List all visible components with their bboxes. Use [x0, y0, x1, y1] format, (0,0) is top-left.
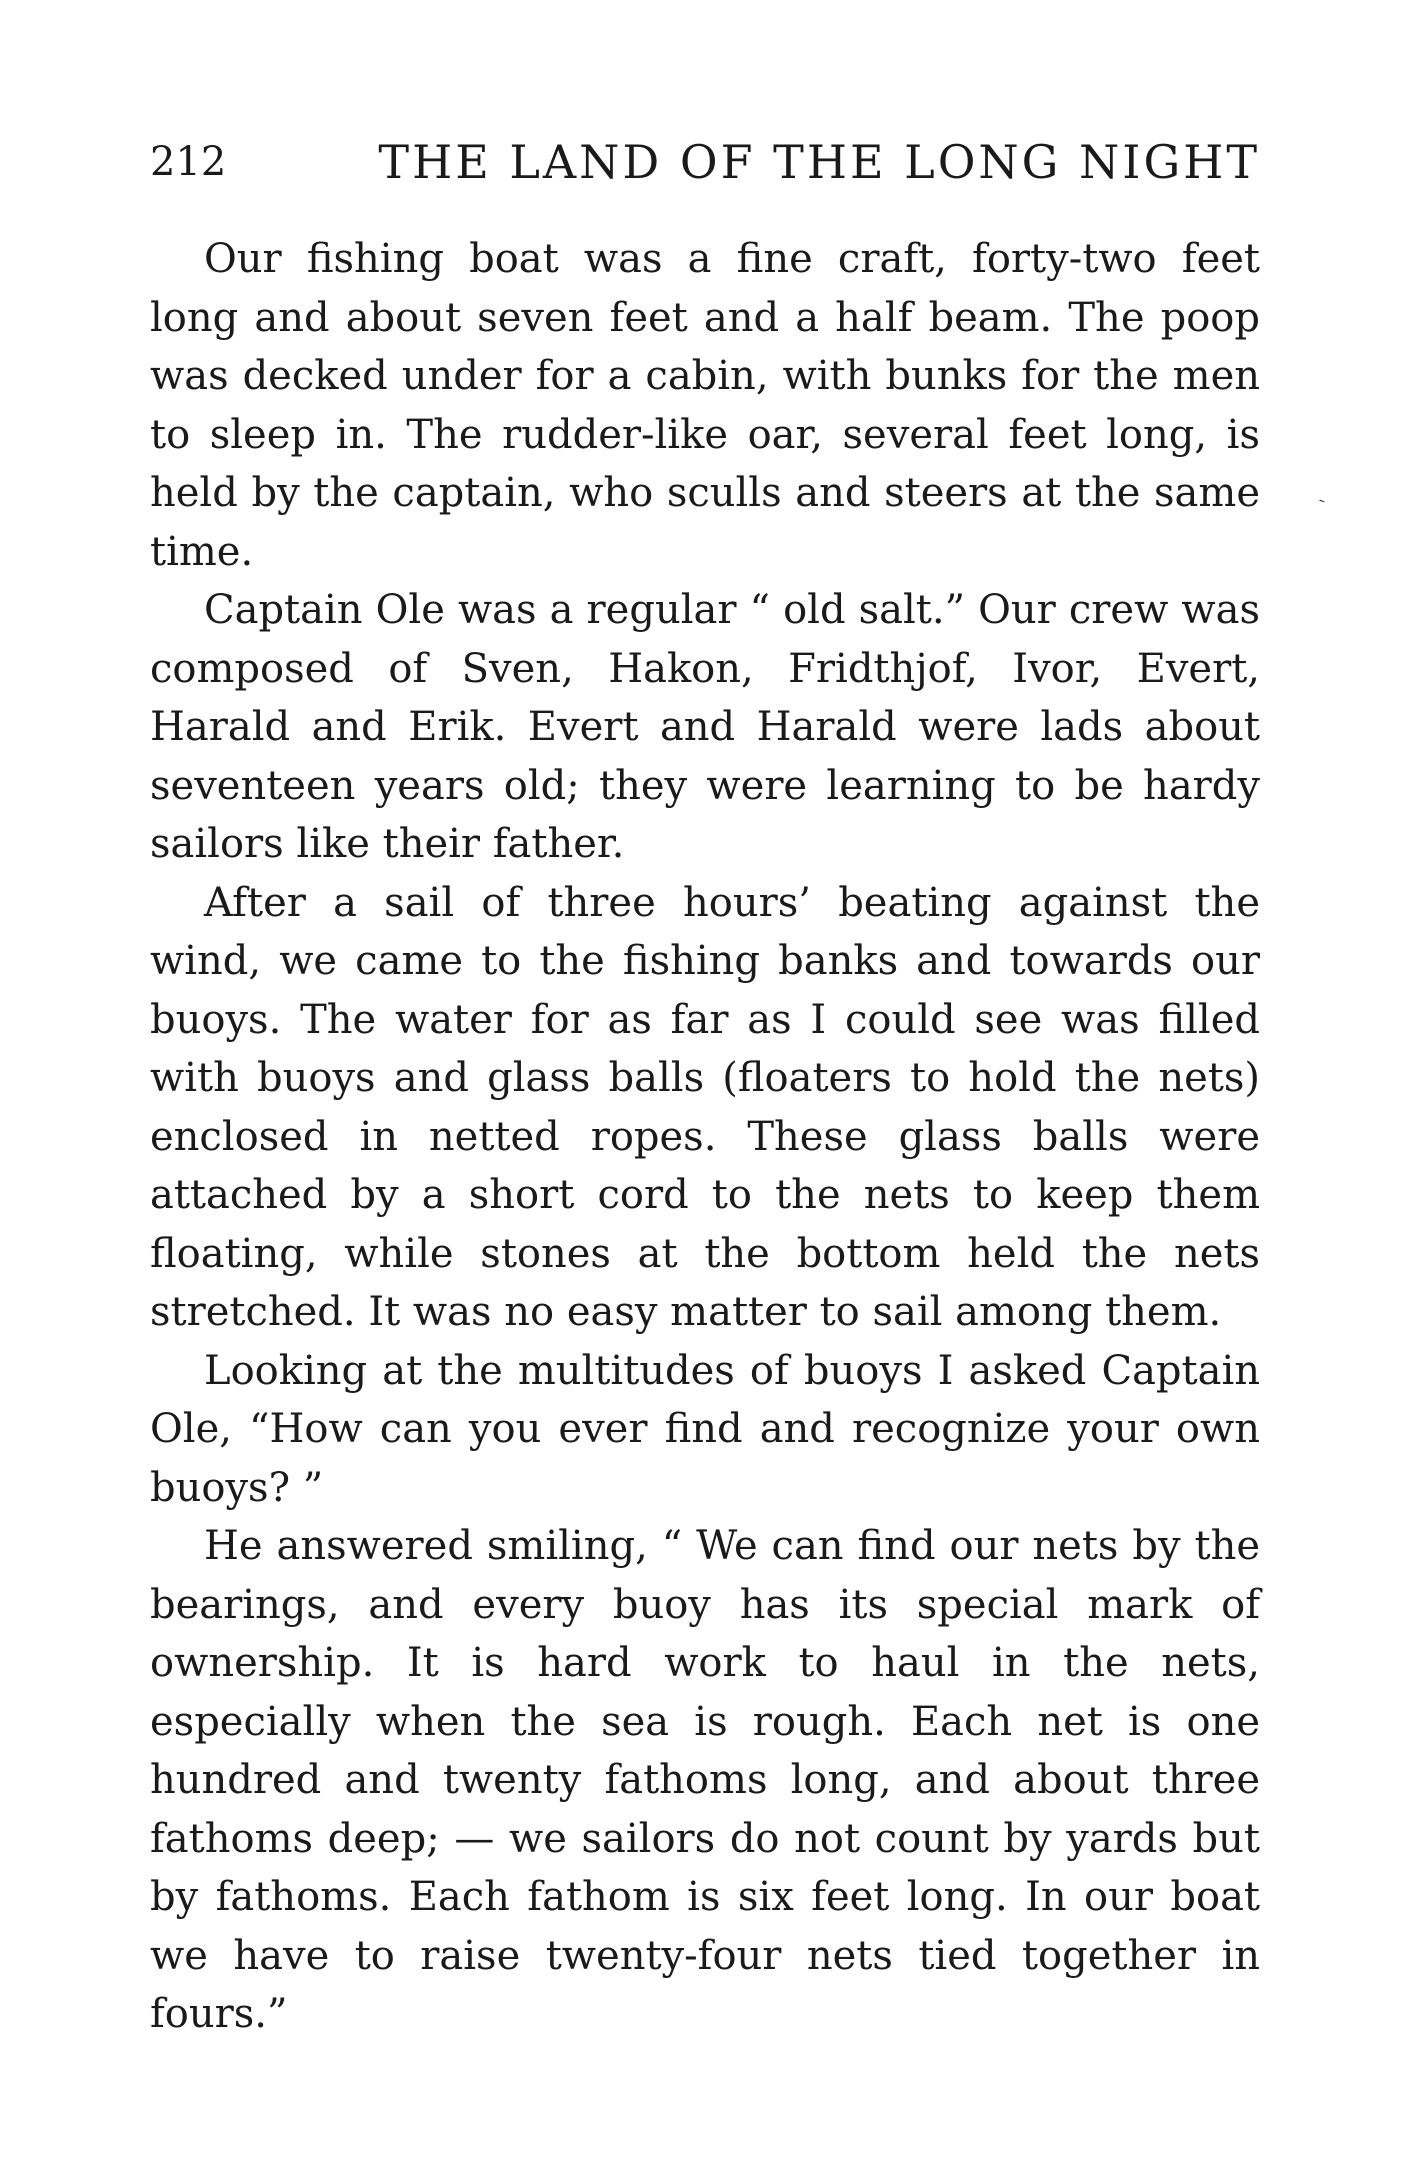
- paragraph-fishing-boat: Our fishing boat was a fine craft, forty-two feet long and about seven feet and a half beam. The poop was decked under for a cabin, with bunks for the men to sleep in. The rudder-like oar, several feet long, is held by the captain, who sculls and steers at the same time.: [150, 236, 1260, 575]
- margin-mark-icon: ˋ: [1316, 494, 1339, 523]
- paragraph-answer: He answered smiling, “ We can find our nets by the bearings, and every buoy has its special mark of ownership. It is hard work to haul in the nets, especially when the sea is rough. Each net is one hundred and twenty fathoms long, and about three fathoms deep; — we sailors do not count by yards but by fathoms. Each fathom is six feet long. In our boat we have to raise twenty-four nets tied together in fours.”: [150, 1523, 1260, 2037]
- body-text: [150, 230, 1260, 2044]
- page-number: 212: [150, 139, 227, 185]
- paragraph-fishing-banks: After a sail of three hours’ beating against the wind, we came to the fishing banks and towards our buoys. The water for as far as I could see was filled with buoys and glass balls (floaters to hold the nets) enclosed in netted ropes. These glass balls were attached by a short cord to the nets to keep them floating, while stones at the bottom held the nets stretched. It was no easy matter to sail among them.: [150, 879, 1260, 1335]
- paragraph-captain-ole: Captain Ole was a regular “ old salt.” Our crew was composed of Sven, Hakon, Fridthjof, Ivor, Evert, Harald and Erik. Evert and Harald were lads about seventeen years old; they were learning to be hardy sailors like their father.: [150, 587, 1260, 867]
- running-title: THE LAND OF THE LONG NIGHT: [378, 135, 1260, 189]
- running-head: [150, 135, 1260, 195]
- paragraph-question: Looking at the multitudes of buoys I asked Captain Ole, “How can you ever find and recognize your own buoys? ”: [150, 1347, 1260, 1511]
